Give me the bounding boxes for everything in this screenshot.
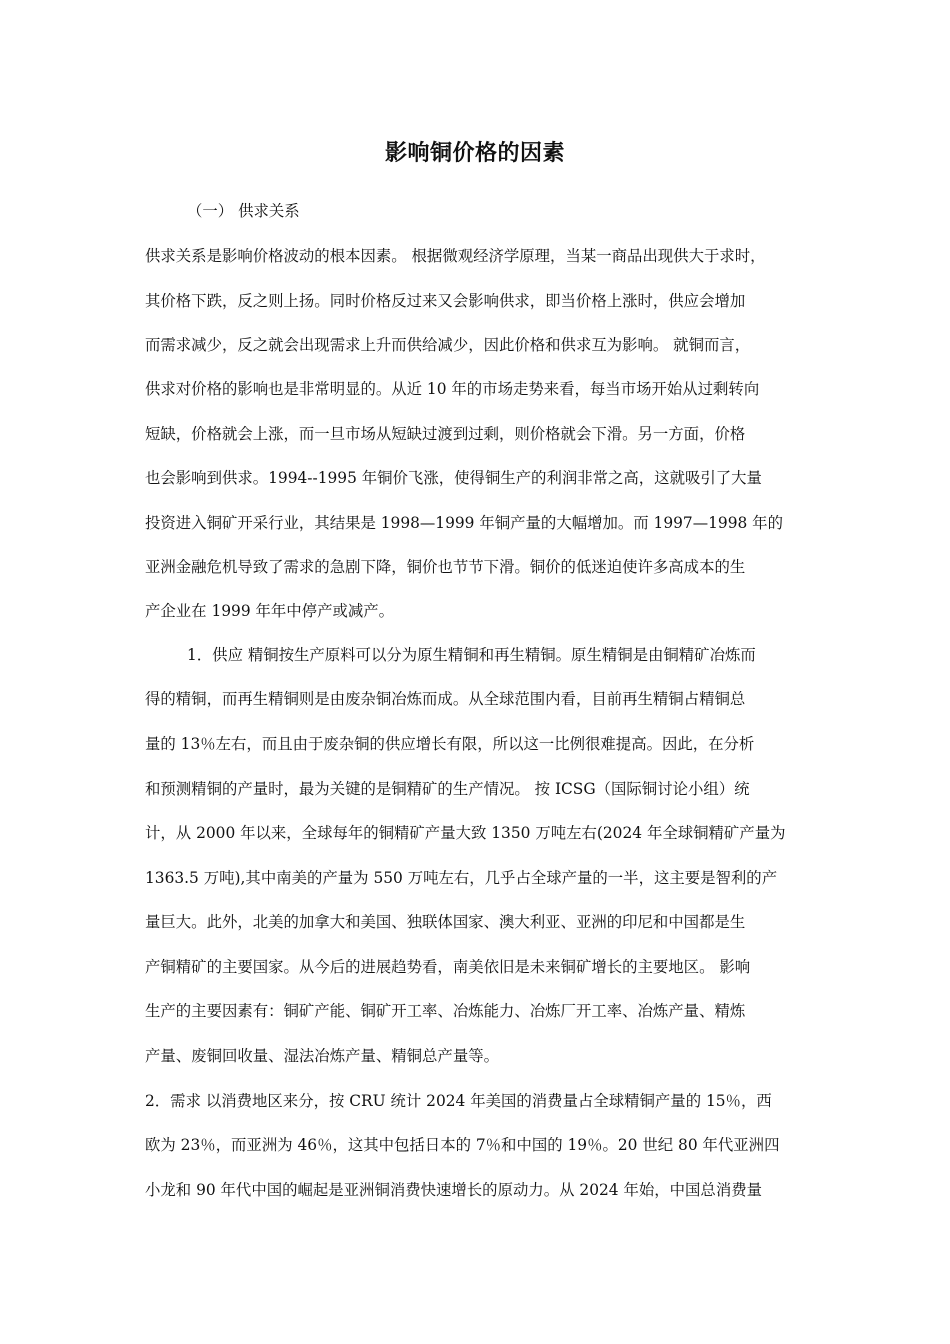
paragraph-line: 量的 13％左右，而且由于废杂铜的供应增长有限，所以这一比例很难提高。因此，在分析 [145,735,755,753]
paragraph-line: 欧为 23％，而亚洲为 46％，这其中包括日本的 7％和中国的 19％。20 世纪 80 年代亚洲四 [145,1136,780,1154]
paragraph-line: 小龙和 90 年代中国的崛起是亚洲铜消费快速增长的原动力。从 2024 年始，中国总消费量 [145,1181,762,1199]
paragraph-line: 得的精铜，而再生精铜则是由废杂铜冶炼而成。从全球范围内看，目前再生精铜占精铜总 [145,690,746,708]
paragraph-line: 投资进入铜矿开采行业，其结果是 1998—1999 年铜产量的大幅增加。而 1997—1998 年的 [145,514,783,532]
document-title: 影响铜价格的因素 [384,141,565,166]
paragraph-line: 而需求减少，反之就会出现需求上升而供给减少，因此价格和供求互为影响。 就铜而言， [145,336,751,354]
paragraph-line: 和预测精铜的产量时，最为关键的是铜精矿的生产情况。 按 ICSG（国际铜讨论小组）统 [145,780,750,798]
paragraph-line: 产量、废铜回收量、湿法冶炼产量、精铜总产量等。 [145,1047,499,1065]
paragraph-line: 短缺，价格就会上涨，而一旦市场从短缺过渡到过剩，则价格就会下滑。另一方面，价格 [145,425,746,443]
paragraph-line: 量巨大。此外，北美的加拿大和美国、独联体国家、澳大利亚、亚洲的印尼和中国都是生 [145,913,746,931]
paragraph-line: 供求对价格的影响也是非常明显的。从近 10 年的市场走势来看，每当市场开始从过剩转向 [145,380,760,398]
section-heading: （一） 供求关系 [187,202,300,220]
paragraph-line: 产企业在 1999 年年中停产或减产。 [145,602,395,620]
paragraph-line: 1．供应 精铜按生产原料可以分为原生精铜和再生精铜。原生精铜是由铜精矿冶炼而 [187,646,756,664]
paragraph-line: 计，从 2000 年以来，全球每年的铜精矿产量大致 1350 万吨左右(2024 年全球铜精矿产量为 [145,824,786,842]
paragraph-line: 供求关系是影响价格波动的根本因素。 根据微观经济学原理，当某一商品出现供大于求时， [145,247,766,265]
paragraph-line: 1363.5 万吨),其中南美的产量为 550 万吨左右，几乎占全球产量的一半，这主要是智利的产 [145,869,778,887]
paragraph-line: 其价格下跌，反之则上扬。同时价格反过来又会影响供求，即当价格上涨时，供应会增加 [145,292,746,310]
paragraph-line: 亚洲金融危机导致了需求的急剧下降，铜价也节节下滑。铜价的低迷迫使许多高成本的生 [145,558,746,576]
paragraph-line: 生产的主要因素有：铜矿产能、铜矿开工率、冶炼能力、冶炼厂开工率、冶炼产量、精炼 [145,1002,746,1020]
paragraph-line: 2．需求 以消费地区来分，按 CRU 统计 2024 年美国的消费量占全球精铜产量的 15％，西 [145,1092,772,1110]
paragraph-line: 也会影响到供求。1994--1995 年铜价飞涨，使得铜生产的利润非常之高，这就吸引了大量 [145,469,762,487]
paragraph-line: 产铜精矿的主要国家。从今后的进展趋势看，南美依旧是未来铜矿增长的主要地区。 影响 [145,958,751,976]
